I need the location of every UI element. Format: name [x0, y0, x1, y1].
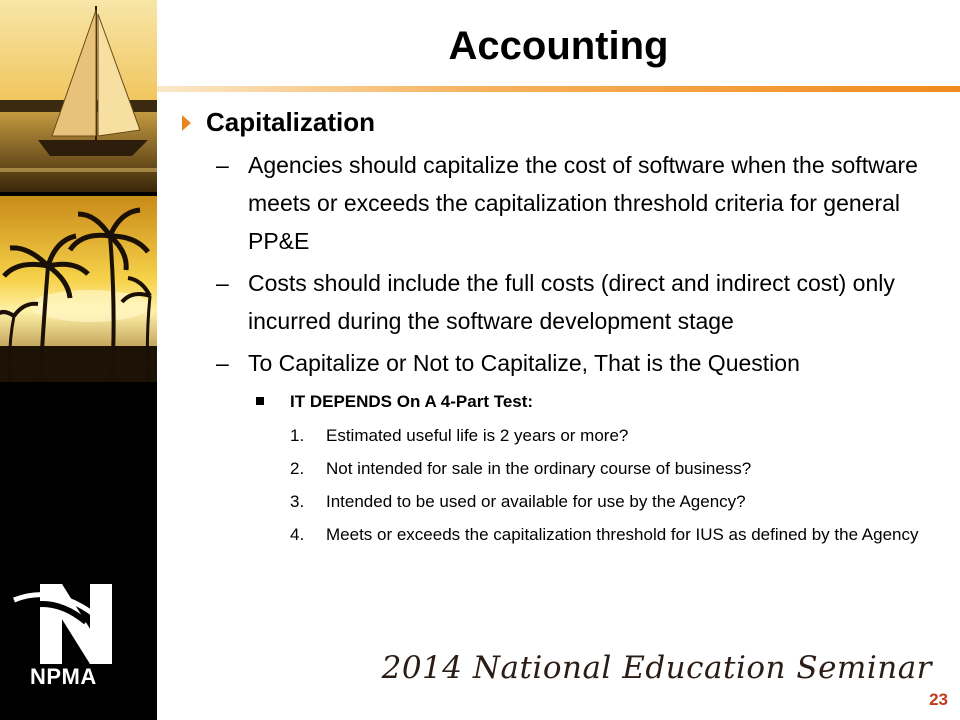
test-item	[180, 521, 950, 548]
sub-point-text: Costs should include the full costs (direct and indirect cost) only incurred during the software development stage	[248, 270, 895, 334]
decorative-sidebar	[0, 0, 157, 720]
test-number: 1.	[290, 426, 305, 445]
test-heading	[180, 388, 950, 416]
dash-bullet: –	[216, 270, 229, 296]
bullet-heading	[180, 102, 950, 142]
test-text: Intended to be used or available for use by the Agency?	[326, 492, 746, 511]
page-number: 23	[929, 690, 948, 709]
palm-trees-photo	[0, 196, 157, 382]
sub-point-text: To Capitalize or Not to Capitalize, That is the Question	[248, 350, 800, 376]
test-number: 2.	[290, 459, 305, 478]
sub-point-text: Agencies should capitalize the cost of software when the software meets or exceeds the capitalization threshold criteria for general PP&E	[248, 152, 918, 254]
test-item	[180, 488, 950, 515]
square-bullet-icon	[256, 397, 264, 405]
arrow-bullet-icon	[182, 115, 191, 131]
slide-title: Accounting	[448, 24, 669, 68]
npma-logo-icon	[10, 582, 130, 668]
test-text: Estimated useful life is 2 years or more?	[326, 426, 629, 445]
title-rule	[157, 86, 960, 92]
test-item	[180, 422, 950, 449]
sailboat-photo	[0, 0, 157, 192]
test-text: Not intended for sale in the ordinary course of business?	[326, 459, 752, 478]
sub-point	[180, 344, 950, 382]
test-item	[180, 455, 950, 482]
dash-bullet: –	[216, 350, 229, 376]
seminar-banner: 2014 National Education Seminar	[381, 650, 932, 686]
slide-content	[180, 102, 950, 548]
test-number: 3.	[290, 492, 305, 511]
heading-text: Capitalization	[206, 107, 376, 137]
test-number: 4.	[290, 525, 305, 544]
sub-point	[180, 264, 950, 340]
dash-bullet: –	[216, 152, 229, 178]
logo-text: NPMA	[30, 664, 97, 689]
sub-point	[180, 146, 950, 260]
test-heading-text: IT DEPENDS On A 4-Part Test:	[290, 392, 534, 411]
test-text: Meets or exceeds the capitalization threshold for IUS as defined by the Agency	[326, 525, 919, 544]
